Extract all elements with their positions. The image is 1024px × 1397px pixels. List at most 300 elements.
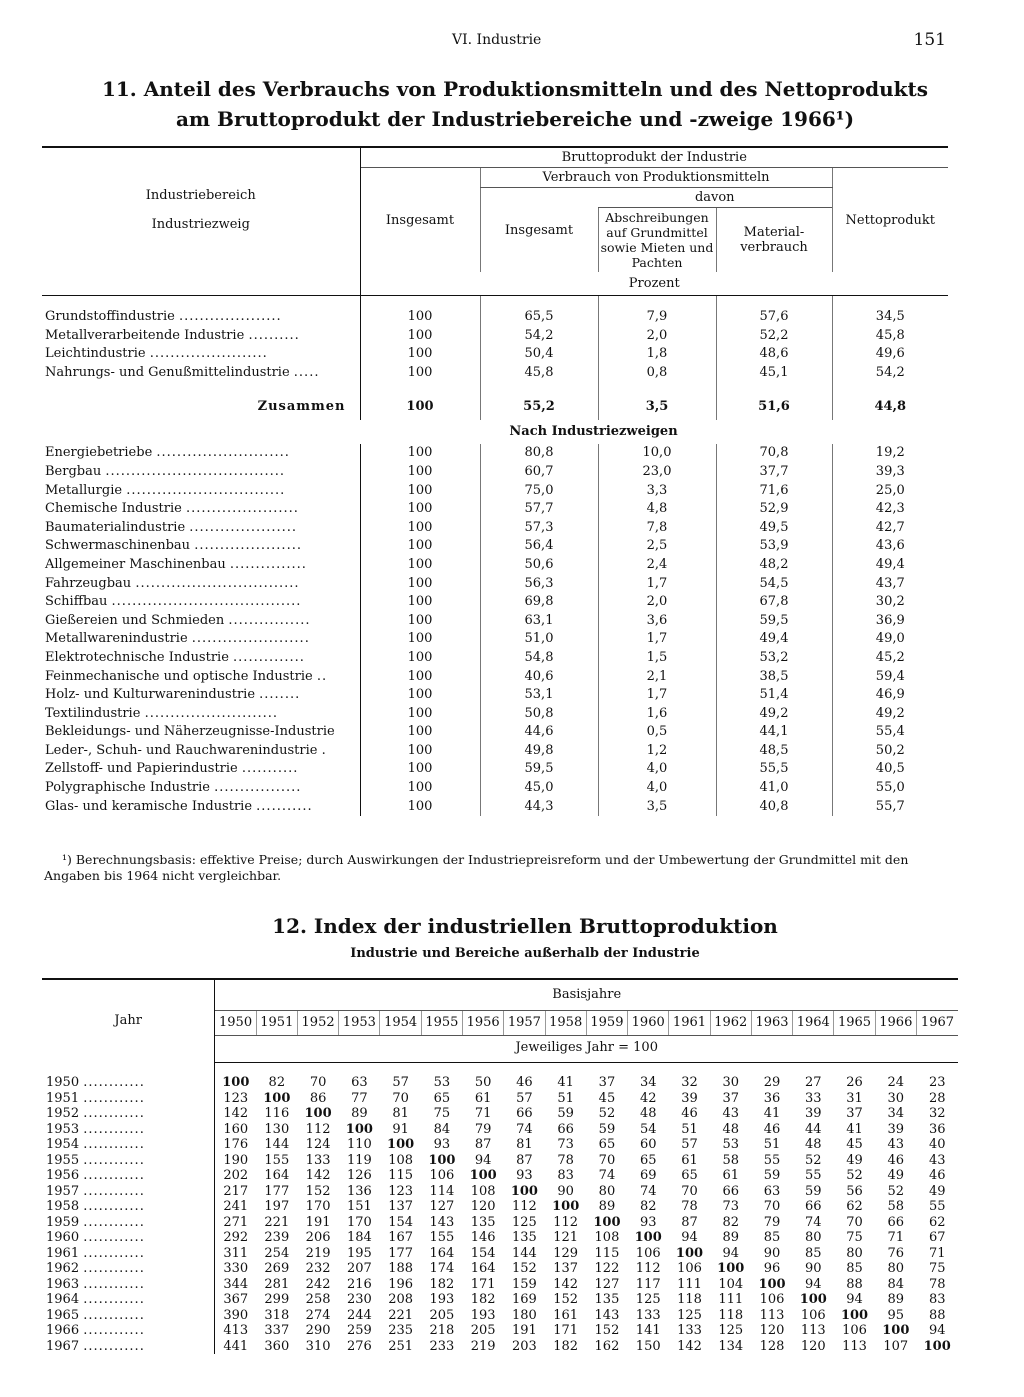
index-value: 193 bbox=[429, 1292, 455, 1307]
spacer-row bbox=[42, 382, 948, 394]
base-year-header: 1956 bbox=[463, 1011, 504, 1036]
base-year-header: 1964 bbox=[793, 1011, 834, 1036]
value-cell: 49,5 bbox=[716, 519, 832, 538]
value-cell: 100 bbox=[407, 346, 433, 362]
row-label bbox=[42, 723, 360, 742]
index-value: 36 bbox=[928, 1121, 946, 1137]
index-value: 78 bbox=[681, 1199, 698, 1214]
value-cell: 55,5 bbox=[716, 760, 832, 779]
index-value: 75 bbox=[846, 1230, 863, 1245]
row-label bbox=[42, 668, 360, 687]
index-value: 100 bbox=[675, 1245, 704, 1261]
index-value: 205 bbox=[429, 1307, 455, 1323]
index-value: 77 bbox=[351, 1090, 368, 1106]
basis-header: Basisjahre bbox=[215, 979, 958, 1011]
value-cell: 52,2 bbox=[716, 327, 832, 346]
year-cell bbox=[42, 1292, 215, 1308]
index-value: 113 bbox=[842, 1338, 867, 1354]
year-cell bbox=[42, 1153, 215, 1169]
value-cell: 100 bbox=[407, 687, 433, 703]
index-value: 188 bbox=[388, 1261, 414, 1276]
index-value: 67 bbox=[928, 1230, 946, 1245]
table-row bbox=[42, 345, 948, 364]
index-value: 276 bbox=[346, 1338, 372, 1354]
index-value: 59 bbox=[598, 1121, 616, 1137]
leader-dots: ................................ bbox=[135, 575, 300, 591]
index-value: 45 bbox=[846, 1137, 863, 1152]
year-label: 1956 bbox=[46, 1168, 80, 1183]
index-value: 221 bbox=[264, 1214, 290, 1230]
index-value: 182 bbox=[429, 1276, 455, 1292]
index-value: 81 bbox=[392, 1106, 409, 1121]
row-label bbox=[42, 705, 360, 724]
index-value: 281 bbox=[264, 1276, 290, 1292]
index-value: 70 bbox=[309, 1075, 327, 1090]
index-value: 208 bbox=[388, 1292, 414, 1307]
leader-dots: ........ bbox=[259, 687, 301, 703]
index-value: 207 bbox=[346, 1261, 372, 1276]
index-value: 89 bbox=[598, 1199, 616, 1214]
index-value: 33 bbox=[805, 1090, 822, 1106]
row-label bbox=[42, 394, 360, 420]
year-label: 1961 bbox=[46, 1245, 80, 1261]
index-value: 233 bbox=[429, 1338, 455, 1354]
value-cell: 39,3 bbox=[832, 463, 948, 482]
index-value: 113 bbox=[759, 1307, 785, 1323]
row-label-zweig: Industriezweig bbox=[151, 217, 250, 232]
index-value: 114 bbox=[429, 1183, 455, 1199]
index-value: 41 bbox=[763, 1106, 781, 1121]
index-value: 66 bbox=[557, 1121, 574, 1137]
row-label bbox=[42, 345, 360, 364]
leader-dots: ............ bbox=[83, 1090, 145, 1106]
leader-dots: ............ bbox=[83, 1292, 145, 1307]
index-value: 80 bbox=[846, 1245, 863, 1261]
leader-dots: ............ bbox=[83, 1276, 145, 1292]
value-cell: 100 bbox=[407, 705, 433, 721]
index-value: 130 bbox=[264, 1121, 290, 1137]
year-label: 1966 bbox=[46, 1323, 80, 1338]
base-year-header: 1966 bbox=[875, 1011, 916, 1036]
index-value: 65 bbox=[598, 1137, 616, 1152]
value-cell: 43,7 bbox=[832, 575, 948, 594]
index-value: 49 bbox=[928, 1183, 946, 1199]
value-cell: 44,6 bbox=[480, 723, 598, 742]
value-cell: 57,7 bbox=[480, 500, 598, 519]
leader-dots: ............ bbox=[83, 1106, 145, 1121]
index-value: 46 bbox=[763, 1121, 781, 1137]
index-value: 135 bbox=[512, 1230, 537, 1245]
value-cell: 55,2 bbox=[480, 394, 598, 420]
index-value: 36 bbox=[763, 1090, 781, 1106]
index-value: 85 bbox=[805, 1245, 822, 1261]
row-label bbox=[42, 575, 360, 594]
leader-dots: ....................... bbox=[191, 631, 310, 647]
table-row bbox=[42, 1292, 958, 1308]
index-value: 195 bbox=[346, 1245, 372, 1261]
index-value: 76 bbox=[887, 1245, 905, 1261]
index-value: 135 bbox=[594, 1292, 620, 1307]
value-cell: 45,1 bbox=[716, 364, 832, 383]
value-cell: 19,2 bbox=[832, 444, 948, 463]
value-cell: 100 bbox=[407, 575, 433, 591]
value-cell: 49,6 bbox=[832, 345, 948, 364]
value-cell: 1,7 bbox=[598, 575, 716, 594]
index-value: 88 bbox=[846, 1276, 863, 1292]
index-value: 217 bbox=[223, 1183, 249, 1199]
base-year-header: 1965 bbox=[834, 1011, 875, 1036]
index-value: 100 bbox=[923, 1338, 951, 1354]
index-value: 94 bbox=[805, 1276, 822, 1292]
index-value: 65 bbox=[433, 1090, 451, 1106]
index-value: 136 bbox=[346, 1183, 372, 1199]
index-value: 127 bbox=[594, 1276, 620, 1292]
value-cell: 67,8 bbox=[716, 593, 832, 612]
table12 bbox=[42, 978, 958, 1354]
value-cell: 38,5 bbox=[716, 668, 832, 687]
base-year-header: 1961 bbox=[669, 1011, 710, 1036]
index-value: 94 bbox=[474, 1152, 492, 1168]
value-cell: 52,9 bbox=[716, 500, 832, 519]
year-cell bbox=[42, 1106, 215, 1122]
base-year-header: 1954 bbox=[380, 1011, 421, 1036]
index-value: 89 bbox=[722, 1230, 740, 1245]
row-label bbox=[42, 482, 360, 501]
index-value: 112 bbox=[553, 1214, 579, 1230]
index-value: 120 bbox=[800, 1338, 826, 1354]
row-label bbox=[42, 364, 360, 383]
table-row bbox=[42, 1168, 958, 1184]
table12-subtitle: Industrie und Bereiche außerhalb der Industrie bbox=[350, 946, 700, 961]
index-value: 155 bbox=[429, 1230, 455, 1245]
index-value: 216 bbox=[346, 1276, 372, 1292]
value-cell: 36,9 bbox=[832, 612, 948, 631]
table-row bbox=[42, 723, 948, 742]
row-name: Holz- und Kulturwarenindustrie bbox=[45, 687, 256, 703]
leader-dots: .. bbox=[316, 668, 328, 684]
index-value: 37 bbox=[722, 1090, 740, 1106]
row-name: Metallverarbeitende Industrie bbox=[45, 327, 245, 343]
verbrauch-insgesamt-header: Insgesamt bbox=[480, 188, 598, 273]
index-value: 80 bbox=[598, 1183, 616, 1199]
leader-dots: ..................... bbox=[189, 519, 298, 535]
value-cell: 53,2 bbox=[716, 649, 832, 668]
year-cell bbox=[42, 1246, 215, 1262]
year-cell bbox=[42, 1091, 215, 1107]
index-value: 57 bbox=[392, 1075, 409, 1090]
index-value: 100 bbox=[593, 1214, 621, 1230]
index-value: 51 bbox=[763, 1137, 781, 1152]
index-value: 100 bbox=[510, 1183, 538, 1199]
index-value: 82 bbox=[639, 1199, 657, 1214]
index-value: 167 bbox=[388, 1230, 414, 1245]
year-label: 1962 bbox=[46, 1261, 80, 1276]
base-year-header: 1952 bbox=[297, 1011, 338, 1036]
index-value: 66 bbox=[722, 1183, 740, 1199]
index-value: 100 bbox=[799, 1292, 827, 1307]
year-label: 1952 bbox=[46, 1106, 80, 1121]
index-value: 171 bbox=[553, 1323, 579, 1338]
leader-dots: ............ bbox=[83, 1307, 145, 1323]
index-value: 230 bbox=[346, 1292, 372, 1307]
index-value: 49 bbox=[846, 1152, 863, 1168]
index-value: 100 bbox=[222, 1075, 250, 1090]
table-row bbox=[42, 308, 948, 327]
index-value: 170 bbox=[305, 1199, 331, 1214]
index-value: 155 bbox=[264, 1152, 290, 1168]
value-cell: 46,9 bbox=[832, 686, 948, 705]
leader-dots: ........... bbox=[241, 761, 299, 777]
value-cell: 100 bbox=[407, 780, 433, 796]
index-value: 113 bbox=[800, 1323, 826, 1338]
table-row bbox=[42, 760, 948, 779]
index-value: 30 bbox=[722, 1075, 740, 1090]
row-name: Metallwarenindustrie bbox=[45, 631, 188, 647]
index-value: 34 bbox=[639, 1075, 657, 1090]
value-cell: 100 bbox=[407, 445, 433, 461]
row-label bbox=[42, 500, 360, 519]
index-value: 50 bbox=[474, 1075, 492, 1090]
index-value: 94 bbox=[846, 1292, 863, 1307]
table-row bbox=[42, 686, 948, 705]
index-value: 100 bbox=[387, 1137, 415, 1152]
index-value: 142 bbox=[553, 1276, 579, 1292]
index-value: 169 bbox=[512, 1292, 537, 1307]
leader-dots: ................................... bbox=[105, 463, 286, 479]
index-value: 135 bbox=[470, 1214, 496, 1230]
index-value: 311 bbox=[223, 1245, 249, 1261]
index-value: 235 bbox=[388, 1323, 414, 1338]
index-value: 59 bbox=[763, 1168, 781, 1183]
value-cell: 100 bbox=[407, 501, 433, 517]
row-name: Energiebetriebe bbox=[45, 445, 153, 461]
value-cell: 3,5 bbox=[598, 798, 716, 817]
leader-dots: ............ bbox=[83, 1168, 145, 1183]
index-value: 32 bbox=[928, 1106, 946, 1121]
index-value: 111 bbox=[677, 1276, 702, 1292]
value-cell: 3,6 bbox=[598, 612, 716, 631]
index-value: 81 bbox=[516, 1137, 533, 1152]
index-value: 41 bbox=[846, 1121, 863, 1137]
index-value: 65 bbox=[681, 1168, 698, 1183]
table-row bbox=[42, 575, 948, 594]
value-cell: 41,0 bbox=[716, 779, 832, 798]
table-row bbox=[42, 1246, 958, 1262]
page-number: 151 bbox=[913, 30, 946, 50]
index-value: 51 bbox=[681, 1121, 698, 1137]
leader-dots: ............ bbox=[83, 1137, 145, 1152]
leader-dots: ............ bbox=[83, 1323, 145, 1338]
base-year-header: 1950 bbox=[215, 1011, 256, 1036]
index-value: 94 bbox=[681, 1230, 698, 1245]
year-cell bbox=[42, 1215, 215, 1231]
index-value: 258 bbox=[305, 1292, 331, 1307]
value-cell: 56,3 bbox=[480, 575, 598, 594]
index-value: 413 bbox=[223, 1323, 249, 1338]
value-cell: 3,3 bbox=[598, 482, 716, 501]
index-value: 74 bbox=[598, 1168, 616, 1183]
index-value: 84 bbox=[433, 1121, 451, 1137]
table11-footnote: ¹) Berechnungsbasis: effektive Preise; durch Auswirkungen der Industriepreisreform und der Umbewertung der Grundmittel mit den Angaben bis 1964 nicht vergleichbar. bbox=[44, 852, 909, 883]
value-cell: 2,0 bbox=[598, 327, 716, 346]
index-value: 55 bbox=[928, 1199, 946, 1214]
index-value: 152 bbox=[594, 1323, 620, 1338]
index-value: 129 bbox=[553, 1245, 579, 1261]
index-value: 85 bbox=[763, 1230, 781, 1245]
row-name: Baumaterialindustrie bbox=[45, 519, 186, 535]
index-value: 108 bbox=[594, 1230, 620, 1245]
index-value: 46 bbox=[681, 1106, 698, 1121]
value-cell: 44,8 bbox=[832, 394, 948, 420]
index-value: 26 bbox=[846, 1075, 863, 1090]
index-value: 271 bbox=[223, 1214, 249, 1230]
year-label: 1963 bbox=[46, 1276, 80, 1292]
index-value: 58 bbox=[722, 1152, 740, 1168]
value-cell: 55,0 bbox=[832, 779, 948, 798]
value-cell: 100 bbox=[407, 594, 433, 610]
index-value: 75 bbox=[928, 1261, 946, 1276]
row-name: Chemische Industrie bbox=[45, 501, 182, 517]
year-label: 1958 bbox=[46, 1199, 80, 1214]
value-cell: 1,6 bbox=[598, 705, 716, 724]
value-cell: 100 bbox=[407, 761, 433, 777]
leader-dots: ............ bbox=[83, 1152, 145, 1168]
row-name: Glas- und keramische Industrie bbox=[45, 798, 253, 814]
table-row bbox=[42, 1230, 958, 1246]
index-value: 367 bbox=[223, 1292, 249, 1307]
value-cell: 1,5 bbox=[598, 649, 716, 668]
index-value: 104 bbox=[718, 1276, 744, 1292]
index-value: 259 bbox=[346, 1323, 372, 1338]
index-value: 124 bbox=[305, 1137, 331, 1152]
index-value: 71 bbox=[887, 1230, 905, 1245]
index-value: 125 bbox=[718, 1323, 744, 1338]
index-value: 83 bbox=[557, 1168, 574, 1183]
row-label bbox=[42, 308, 360, 327]
value-cell: 40,6 bbox=[480, 668, 598, 687]
index-value: 142 bbox=[677, 1338, 702, 1354]
zweige-title: Nach Industriezweigen bbox=[509, 424, 678, 440]
year-cell bbox=[42, 1199, 215, 1215]
row-name: Schwermaschinenbau bbox=[45, 538, 191, 554]
year-label: 1964 bbox=[46, 1292, 80, 1307]
row-name: Fahrzeugbau bbox=[45, 575, 132, 591]
index-value: 70 bbox=[681, 1183, 698, 1199]
index-value: 43 bbox=[887, 1137, 905, 1152]
index-value: 190 bbox=[223, 1152, 249, 1168]
index-value: 142 bbox=[305, 1168, 331, 1183]
table12-unit: Jeweiliges Jahr = 100 bbox=[215, 1036, 958, 1063]
value-cell: 2,4 bbox=[598, 556, 716, 575]
index-value: 154 bbox=[470, 1245, 496, 1261]
index-value: 152 bbox=[305, 1183, 331, 1199]
table-row bbox=[42, 1122, 958, 1138]
index-value: 51 bbox=[557, 1090, 574, 1106]
value-cell: 4,0 bbox=[598, 760, 716, 779]
index-value: 171 bbox=[470, 1276, 496, 1292]
base-year-header: 1963 bbox=[751, 1011, 792, 1036]
value-cell: 100 bbox=[407, 556, 433, 572]
index-value: 269 bbox=[264, 1261, 290, 1276]
leader-dots: .................... bbox=[178, 309, 282, 324]
year-label: 1959 bbox=[46, 1214, 80, 1230]
row-header-cell bbox=[42, 147, 360, 272]
index-value: 177 bbox=[264, 1183, 290, 1199]
table-row bbox=[42, 742, 948, 761]
index-value: 123 bbox=[223, 1090, 249, 1106]
index-value: 42 bbox=[639, 1090, 657, 1106]
value-cell: 100 bbox=[407, 538, 433, 554]
value-cell: 59,5 bbox=[480, 760, 598, 779]
index-value: 62 bbox=[846, 1199, 863, 1214]
value-cell: 57,3 bbox=[480, 519, 598, 538]
index-value: 191 bbox=[305, 1214, 331, 1230]
index-value: 184 bbox=[346, 1230, 372, 1245]
leader-dots: ................ bbox=[228, 612, 311, 628]
table-row bbox=[42, 593, 948, 612]
value-cell: 53,9 bbox=[716, 537, 832, 556]
index-value: 196 bbox=[388, 1276, 414, 1292]
table-row bbox=[42, 364, 948, 383]
value-cell: 7,9 bbox=[598, 308, 716, 327]
index-value: 60 bbox=[639, 1137, 657, 1152]
value-cell: 56,4 bbox=[480, 537, 598, 556]
index-value: 203 bbox=[512, 1338, 537, 1354]
index-value: 106 bbox=[635, 1245, 661, 1261]
value-cell: 7,8 bbox=[598, 519, 716, 538]
value-cell: 63,1 bbox=[480, 612, 598, 631]
value-cell: 37,7 bbox=[716, 463, 832, 482]
value-cell: 3,5 bbox=[598, 394, 716, 420]
value-cell: 54,5 bbox=[716, 575, 832, 594]
value-cell: 55,7 bbox=[832, 798, 948, 817]
value-cell: 10,0 bbox=[598, 444, 716, 463]
row-name: Zusammen bbox=[257, 399, 346, 415]
leader-dots: ...................... bbox=[185, 501, 299, 517]
table-row bbox=[42, 1339, 958, 1355]
index-value: 142 bbox=[223, 1106, 249, 1121]
value-cell: 1,7 bbox=[598, 630, 716, 649]
value-cell: 48,5 bbox=[716, 742, 832, 761]
row-label bbox=[42, 327, 360, 346]
year-label: 1965 bbox=[46, 1307, 80, 1323]
unit-label: Prozent bbox=[360, 272, 948, 296]
table-row bbox=[42, 1323, 958, 1339]
value-cell: 25,0 bbox=[832, 482, 948, 501]
index-value: 74 bbox=[805, 1214, 822, 1230]
index-value: 152 bbox=[512, 1261, 537, 1276]
index-value: 34 bbox=[887, 1106, 905, 1121]
index-value: 182 bbox=[470, 1292, 496, 1307]
leader-dots: ..... bbox=[293, 364, 320, 380]
row-label bbox=[42, 612, 360, 631]
value-cell: 55,4 bbox=[832, 723, 948, 742]
leader-dots: ............ bbox=[83, 1183, 145, 1199]
leader-dots: ............ bbox=[83, 1074, 145, 1090]
table12-title: 12. Index der industriellen Bruttoproduktion bbox=[272, 914, 778, 938]
index-value: 150 bbox=[635, 1338, 661, 1354]
abschreibungen-header: Abschreibungen auf Grundmittel sowie Mieten und Pachten bbox=[598, 208, 716, 273]
index-value: 100 bbox=[717, 1261, 745, 1276]
row-label bbox=[42, 556, 360, 575]
index-value: 78 bbox=[557, 1152, 574, 1168]
index-value: 100 bbox=[345, 1121, 373, 1137]
spacer-row bbox=[42, 296, 948, 309]
table-row bbox=[42, 649, 948, 668]
row-name: Leder-, Schuh- und Rauchwarenindustrie bbox=[45, 742, 318, 758]
index-value: 53 bbox=[722, 1137, 740, 1152]
row-label bbox=[42, 630, 360, 649]
